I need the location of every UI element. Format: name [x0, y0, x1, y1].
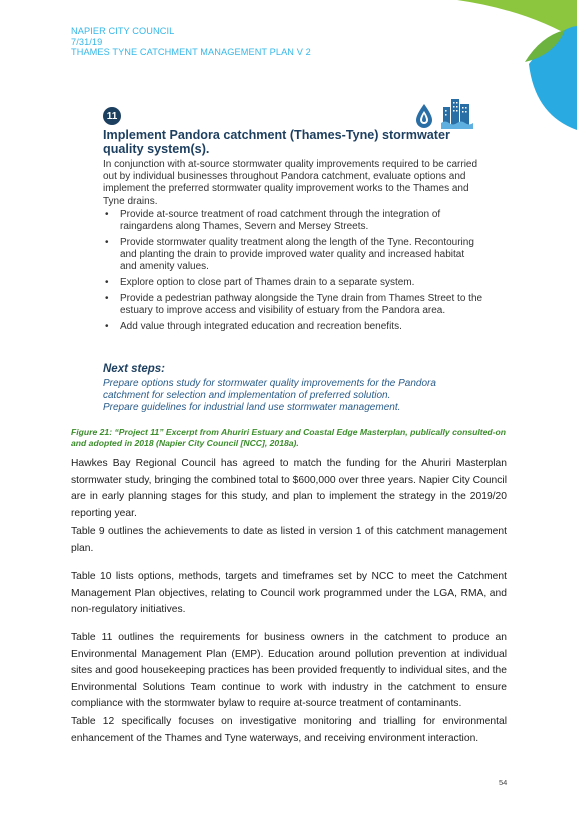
document-header	[71, 26, 311, 58]
body-paragraph: Table 12 specifically focuses on investigative monitoring and trialling for environmental enhancement of the Thames and Tyne waterways, and receiving environment interaction.	[71, 716, 507, 744]
next-steps-text	[103, 378, 483, 415]
city-buildings-icon	[441, 97, 473, 129]
header-date: 7/31/19	[71, 36, 103, 47]
list-item: • Explore option to close part of Thames drain to a separate system.	[105, 277, 415, 289]
body-paragraph: Hawkes Bay Regional Council has agreed to match the funding for the Ahuriri Masterplan stormwater study, bringing the combined total to $600,000 over three years. Napier City Council are in early planning stages for this study, and plan to implement the strategy in the 2019/20 reporting year.	[71, 458, 507, 519]
next-steps-heading: Next steps:	[103, 363, 165, 375]
list-item: • Add value through integrated education and recreation benefits.	[105, 320, 402, 332]
body-paragraph: Table 10 lists options, methods, targets and timeframes set by NCC to meet the Catchment Management Plan objectives, relating to Council work programmed under the LGA, RMA, and non-regulatory initiatives.	[71, 571, 507, 616]
excerpt-bullet-list	[103, 209, 483, 336]
header-org: NAPIER CITY COUNCIL	[71, 26, 175, 36]
header-plan-title: THAMES TYNE CATCHMENT MANAGEMENT PLAN V 2	[71, 47, 311, 57]
body-paragraph: Table 11 outlines the requirements for business owners in the catchment to produce an Environmental Management Plan (EMP). Education around pollution prevention at individual sites and good housekeeping practices has been provided frequently to individual sites, and the Environmental Solutions Team continue to work with industry in the catchment to ensure compliance with the stormwater bylaw to require at-source treatment of contaminants.	[71, 632, 507, 710]
figure-caption: Figure 21: “Project 11” Excerpt from Ahuriri Estuary and Coastal Edge Masterplan, publically consulted-on and adopted in 2018 (Napier City Council [NCC], 2018a).	[71, 427, 507, 448]
next-step-item: Prepare options study for stormwater quality improvements for the Pandora catchment for selection and implementation of preferred solution.	[103, 378, 436, 402]
water-drop-icon	[413, 103, 435, 129]
body-paragraph: Table 9 outlines the achievements to date as listed in version 1 of this catchment management plan.	[71, 526, 507, 554]
list-item: • Provide a pedestrian pathway alongside the Tyne drain from Thames Street to the estuary to improve access and visibility of estuary from the Pandora area.	[105, 292, 483, 316]
next-step-item: Prepare guidelines for industrial land use stormwater management.	[103, 402, 401, 414]
page-number: 54	[499, 778, 508, 787]
excerpt-intro: In conjunction with at-source stormwater quality improvements required to be carried out by individual businesses throughout Pandora catchment, evaluate options and implement the preferred stormwater quality improvement works to the Thames and Tyne drains.	[103, 159, 478, 207]
project-number-badge: 11	[103, 107, 121, 125]
list-item: • Provide at-source treatment of road catchment through the integration of raingardens along Thames, Severn and Mersey Streets.	[105, 209, 441, 233]
list-item: • Provide stormwater quality treatment along the length of the Tyne. Recontouring and planting the drain to provide improved water quality and increased habitat and amenity values.	[105, 236, 474, 273]
excerpt-title: Implement Pandora catchment (Thames-Tyne) stormwater quality system(s).	[103, 128, 450, 156]
excerpt-icons	[413, 97, 473, 129]
